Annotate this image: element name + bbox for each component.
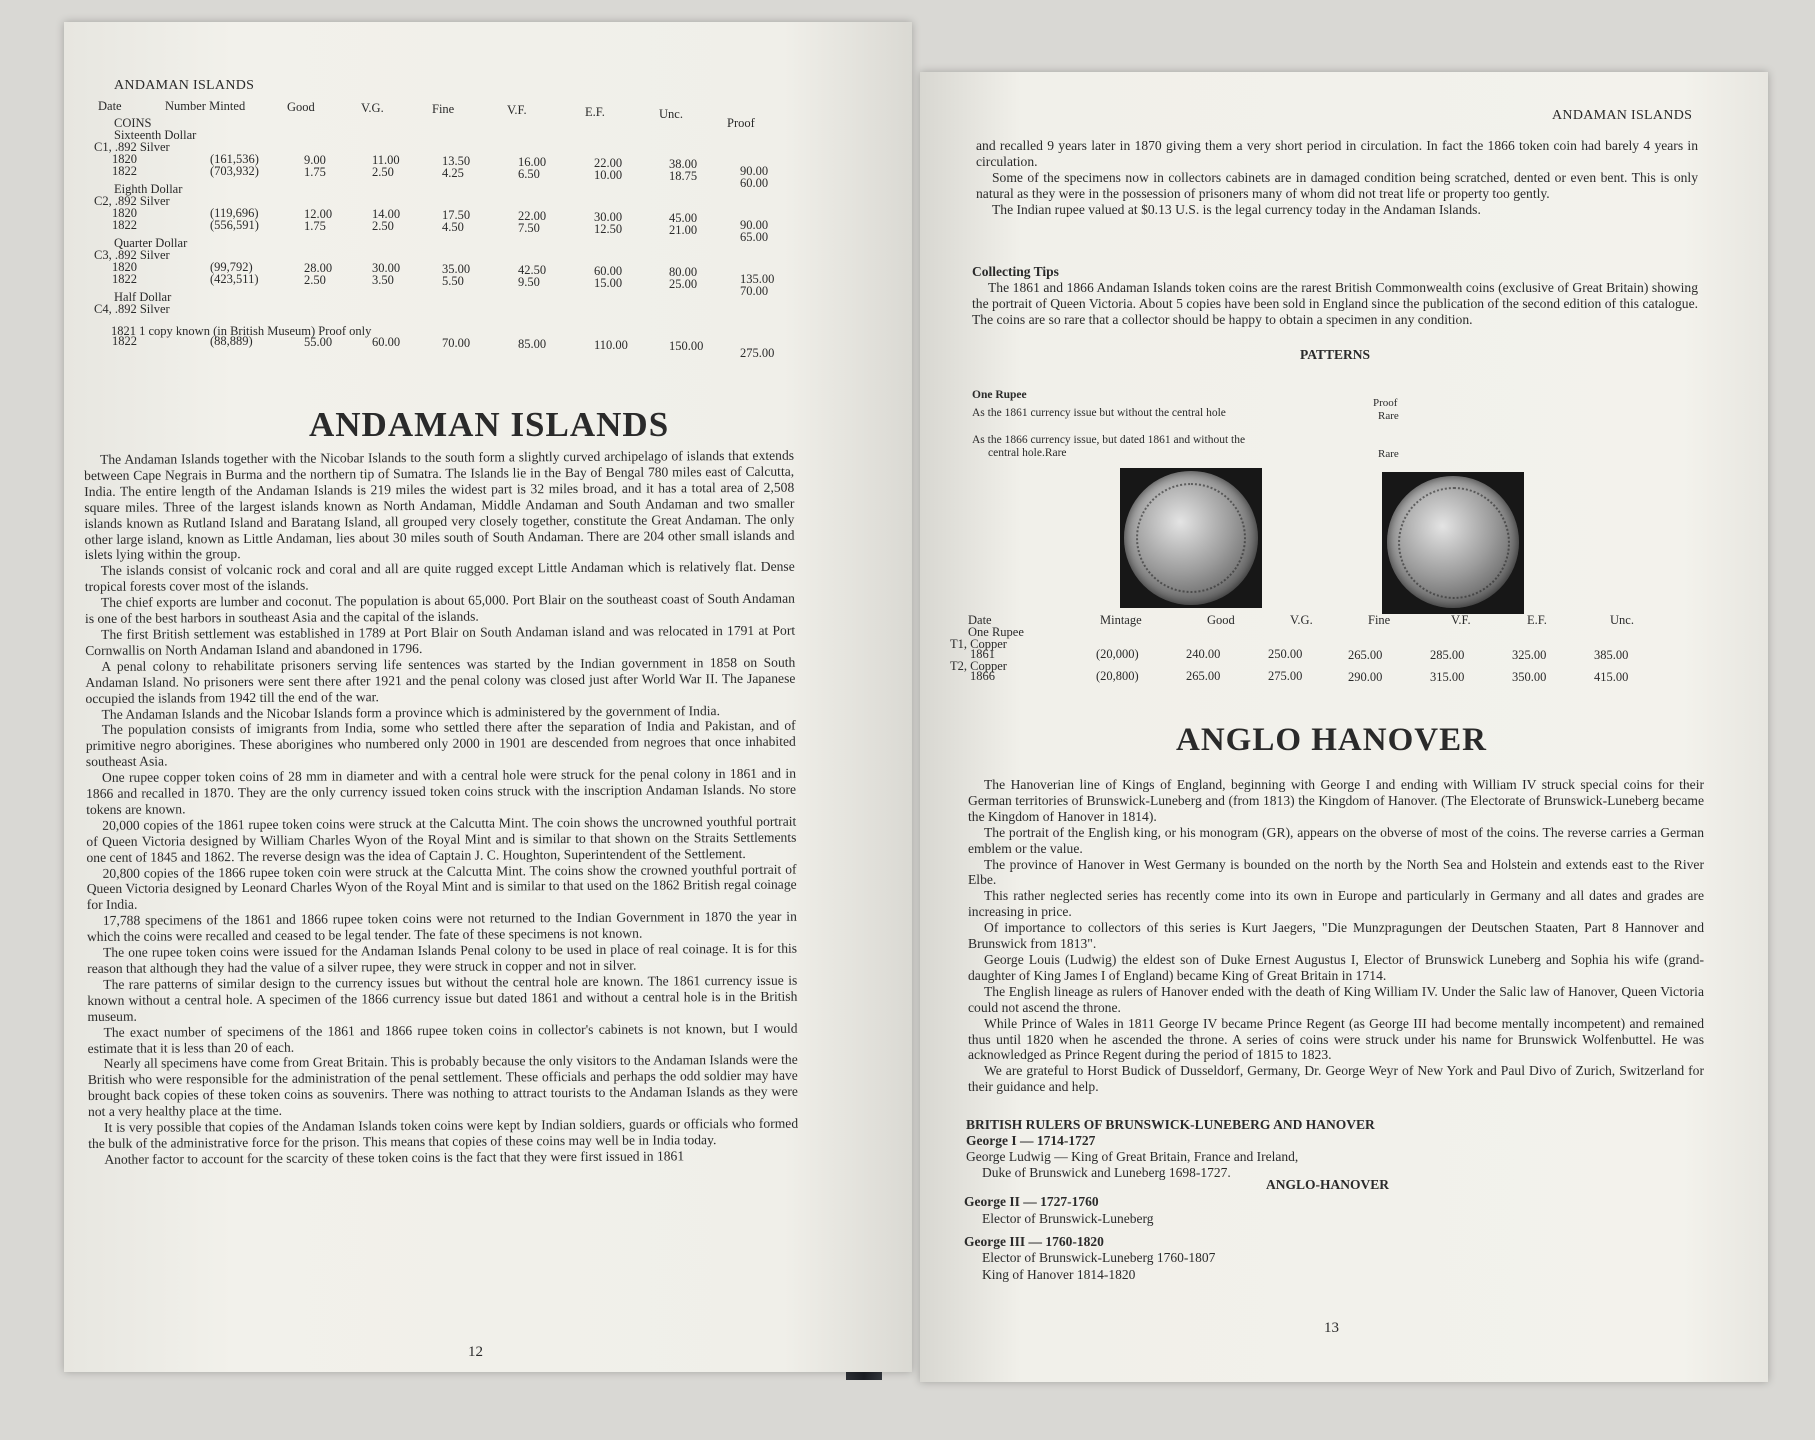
table-cell: 12.50 [594,222,623,236]
pattern-line-1: As the 1861 currency issue but without the central hole [972,407,1226,419]
running-head: ANDAMAN ISLANDS [1552,108,1693,123]
table-cell: 275.00 [740,346,775,360]
coin-catalog-code: T1, Copper [950,637,1007,651]
pattern-status-proof: Proof [1373,397,1398,409]
coin-price-table [64,22,912,422]
patterns-heading: PATTERNS [1300,347,1371,362]
table-cell: 1861 [970,647,995,661]
table-cell: 15.00 [594,276,623,290]
table-cell: (88,889) [210,334,253,348]
coin-denomination: Half Dollar [114,290,172,304]
article-body [84,448,798,1168]
anglo-hanover-body [968,777,1704,1095]
table-cell: 2.50 [372,219,394,233]
body-paragraph: The islands consist of volcanic rock and coral and all are quite rugged except Little Andaman which is relatively flat. Dense tropical forests cover most of the islands. [84,559,795,595]
body-paragraph: This rather neglected series has recently come into its own in Europe and particularly in Germany and all dates and grades are increasing in price. [968,888,1704,920]
body-paragraph: The Hanoverian line of Kings of England, beginning with George I and ending with William IV struck special coins for their German territories of Brunswick-Luneberg and (from 1813) the Kingdom of Hanover. (The Electorate of Brunswick-Luneberg became the Kingdom of Hanover in 1814). [968,777,1704,824]
section-title: ANDAMAN ISLANDS [309,405,670,444]
table-cell: 1.75 [304,219,326,233]
table-header: Unc. [1610,613,1634,627]
table-cell: 285.00 [1430,648,1465,662]
body-paragraph: and recalled 9 years later in 1870 giving them a very short period in circulation. In fact the 1866 token coin had barely 4 years in circulation. [976,138,1698,169]
coin-catalog-code: C3, .892 Silver [94,248,170,262]
table-cell: 60.00 [594,264,623,278]
body-paragraph: The portrait of the English king, or his monogram (GR), appears on the obverse of most of the coins. The reverse carries a German emblem or the value. [968,824,1704,856]
table-cell: 16.00 [518,155,547,169]
table-cell: 22.00 [594,156,623,170]
table-cell: 60.00 [372,335,401,349]
body-paragraph: The chief exports are lumber and coconut. The population is about 65,000. Port Blair on the southeast coast of South Andaman is one of the best harbors in southeast Asia and the capital of the islands. [84,590,795,627]
table-header: V.G. [1290,613,1313,627]
table-cell: 90.00 [740,164,769,178]
body-paragraph: The Andaman Islands together with the Nicobar Islands to the south form a slightly curved archipelago of islands that extends between Cape Negrais in Burma and the northern tip of Sumatra. The Islands lie in the Bay of Bengal 780 miles east of Calcutta, India. The entire length of the Andaman Islands is 219 miles the widest part is 32 miles broad, and it has a total area of 2,508 square miles. Three of the largest islands known as North Andaman, Middle Andaman and South Andaman and two smaller islands known as Rutland Island and Baratang Island, all grouped very closely together, constitute the Great Andaman. The only other large island, known as Little Andaman, lies about 30 miles south of South Andaman. There are 204 other small islands and islets lying within the group. [84,447,795,563]
table-cell: 14.00 [372,207,401,221]
table-cell: 1822 [112,218,137,232]
table-cell: (20,800) [1096,669,1139,683]
table-cell: 110.00 [594,338,628,352]
body-paragraph: The English lineage as rulers of Hanover ended with the death of King William IV. Under the Salic law of Hanover, Queen Victoria could not ascend the throne. [968,983,1704,1015]
ruler-george-i-line2: Duke of Brunswick and Luneberg 1698-1727. [982,1165,1231,1180]
table-cell: 17.50 [442,208,471,222]
collecting-tips-heading: Collecting Tips [972,264,1059,279]
table-cell: (423,511) [210,272,259,286]
table-cell: 4.50 [442,220,464,234]
pattern-line-2: As the 1866 currency issue, but dated 1861 and without the [972,434,1246,446]
table-cell: 90.00 [740,218,769,232]
body-paragraph: The population consists of imigrants from India, some who settled there after the separation of India and Pakistan, and of primitive negro aborigines. These aborigines who numbered only 2000 in 1901 are descended from negroes that once inhabited southeast Asia. [85,718,796,770]
ruler-george-i: George I — 1714-1727 [966,1133,1096,1148]
table-cell: 3.50 [372,273,394,287]
table-cell: 265.00 [1348,648,1383,662]
table-cell: 1866 [970,669,995,683]
body-paragraph: We are grateful to Horst Budick of Dusseldorf, Germany, Dr. George Weyr of New York and Paul Divo of Zurich, Switzerland for their guidance and help. [968,1063,1704,1095]
table-cell: 1.75 [304,165,326,179]
table-cell: 13.50 [442,154,471,168]
table-cell: 25.00 [669,277,698,291]
table-cell: 415.00 [1594,670,1629,684]
table-cell: (556,591) [210,218,259,232]
coin-denomination: Sixteenth Dollar [114,128,197,142]
table-cell: 65.00 [740,230,769,244]
body-paragraph: Of importance to collectors of this series is Kurt Jaegers, "Die Munzpragungen der Deutschen Staaten, Part 8 Hannover and Brunswick from 1813". [968,920,1704,952]
rupee-price-table [920,72,1768,712]
body-paragraph: Another factor to account for the scarcity of these token coins is the fact that they were first issued in 1861 [104,1148,685,1167]
anglo-hanover-label: ANGLO-HANOVER [1266,1177,1390,1192]
table-cell: 240.00 [1186,647,1221,661]
pattern-status-rare-2: Rare [1378,448,1399,460]
rulers-heading: BRITISH RULERS OF BRUNSWICK-LUNEBERG AND HANOVER [966,1117,1375,1132]
table-cell: 250.00 [1268,647,1303,661]
table-cell: 30.00 [594,210,623,224]
table-cell: 11.00 [372,153,400,167]
table-cell: 275.00 [1268,669,1303,683]
table-cell: 9.50 [518,275,540,289]
table-cell: 1820 [112,206,137,220]
coin-denomination: Eighth Dollar [114,182,183,196]
table-header: E.F. [1527,613,1547,627]
body-paragraph: The exact number of specimens of the 1861 and 1866 rupee token coins in collector's cabinets is not known, but I would estimate that it is less than 20 of each. [87,1020,798,1056]
table-cell: 60.00 [740,176,769,190]
ruler-george-iii: George III — 1760-1820 [964,1234,1104,1249]
table-cell: 1820 [112,152,137,166]
body-paragraph: George Louis (Ludwig) the eldest son of Duke Ernest Augustus I, Elector of Brunswick Luneberg and Sophia his wife (grand-daughter of King James I of England) became King of Great Britain in 1714. [968,951,1704,983]
table-cell: 12.00 [304,207,333,221]
table-cell: 350.00 [1512,670,1547,684]
table-cell: (119,696) [210,206,259,220]
table-header: Unc. [659,107,683,121]
body-paragraph: One rupee copper token coins of 28 mm in diameter and with a central hole were struck for the penal colony in 1861 and in 1866 and recalled in 1870. They are the only currency issued token coins struck with the inscription Andaman Islands. No store tokens are known. [86,765,797,817]
coin-denomination: Quarter Dollar [114,236,188,250]
table-cell: 30.00 [372,261,401,275]
coin-catalog-code: T2, Copper [950,659,1007,673]
table-header: Fine [1368,613,1391,627]
table-cell: 22.00 [518,209,547,223]
table-header: Good [1207,613,1235,627]
table-cell: 4.25 [442,166,464,180]
coin-note: 1821 1 copy known (in British Museum) Proof only [111,324,372,338]
body-paragraph: Some of the specimens now in collectors cabinets are in damaged condition being scratched, dented or even bent. This is only natural as they were in the possession of prisoners many of whom did not treat life or property too gently. [976,169,1698,201]
table-header: V.F. [507,103,527,117]
body-paragraph: The first British settlement was established in 1789 at Port Blair on South Andaman island and was relocated in 1791 at Port Cornwallis on North Andaman Island and abandoned in 1796. [85,622,796,658]
table-cell: 38.00 [669,157,698,171]
coins-label: COINS [114,116,152,130]
ruler-george-iii-line1: Elector of Brunswick-Luneberg 1760-1807 [982,1250,1216,1265]
body-paragraph: The Indian rupee valued at $0.13 U.S. is the legal currency today in the Andaman Islands. [992,201,1481,217]
collecting-tips-paragraph: The 1861 and 1866 Andaman Islands token coins are the rarest British Commonwealth coins (exclusive of Great Britain) showing the portrait of Queen Victoria. About 5 copies have been sold in England since the publication of the second edition of this catalogue. The coins are so rare that a collector should be happy to obtain a specimen in any condition. [972,280,1698,327]
table-header: V.F. [1451,613,1471,627]
table-cell: 265.00 [1186,669,1221,683]
ruler-george-iii-line2: King of Hanover 1814-1820 [982,1267,1136,1282]
table-cell: 2.50 [304,273,326,287]
coin-catalog-code: C1, .892 Silver [94,140,170,154]
table-cell: 1822 [112,334,137,348]
table-cell: 70.00 [740,284,769,298]
running-head: ANDAMAN ISLANDS [114,78,255,93]
table-cell: 2.50 [372,165,394,179]
table-cell: (99,792) [210,260,253,274]
table-header: V.G. [361,101,384,115]
ruler-george-i-line1: George Ludwig — King of Great Britain, France and Ireland, [966,1149,1299,1164]
ruler-george-ii: George II — 1727-1760 [964,1194,1099,1209]
table-header: E.F. [585,105,605,119]
page-number: 13 [1324,1320,1339,1336]
table-header: Mintage [1100,613,1142,627]
body-paragraph: 17,788 specimens of the 1861 and 1866 rupee token coins were not returned to the Indian Government in 1870 the year in which the coins were recalled and ceased to be legal tender. The fate of these specimens is not known. [86,908,797,945]
right-page [920,72,1768,1382]
body-paragraph: 20,000 copies of the 1861 rupee token coins were struck at the Calcutta Mint. The coin shows the uncrowned youthful portrait of Queen Victoria designed by William Charles Wyon of the Royal Mint and is similar to that shown on the Straits Settlements one cent of 1845 and 1862. The reverse design was the idea of Captain J. C. Houghton, Superintendent of the Settlement. [86,813,797,865]
table-cell: 85.00 [518,337,547,351]
section-title: ANGLO HANOVER [1176,722,1487,758]
table-label: One Rupee [968,625,1024,639]
table-cell: 80.00 [669,265,698,279]
table-cell: 5.50 [442,274,464,288]
table-cell: 6.50 [518,167,540,181]
table-cell: 35.00 [442,262,471,276]
table-cell: 1822 [112,164,137,178]
page-number: 12 [468,1344,483,1360]
table-cell: 7.50 [518,221,540,235]
table-cell: 385.00 [1594,648,1629,662]
table-cell: 290.00 [1348,670,1383,684]
body-paragraph: The one rupee token coins were issued for the Andaman Islands Penal colony to be used in place of real coinage. It is for this reason that although they had the value of a silver rupee, they were struck in copper and not in silver. [87,940,798,976]
body-paragraph: 20,800 copies of the 1866 rupee token coin were struck at the Calcutta Mint. The coins show the crowned youthful portrait of Queen Victoria designed by Leonard Charles Wyon of the Royal Mint and is similar to that used on the 1862 British regal coinage for India. [86,861,797,913]
table-cell: 45.00 [669,211,698,225]
table-header: Date [968,613,992,627]
table-cell: 70.00 [442,336,471,350]
table-header: Good [287,100,315,114]
table-header: Number Minted [165,99,246,113]
table-cell: 135.00 [740,272,775,286]
table-cell: 10.00 [594,168,623,182]
left-page [64,22,912,1372]
table-cell: 9.00 [304,153,326,167]
table-cell: 150.00 [669,339,704,353]
table-cell: (703,932) [210,164,259,178]
table-cell: (20,000) [1096,647,1139,661]
body-paragraph: The province of Hanover in West Germany is bounded on the north by the North Sea and Holstein and extends east to the River Elbe. [968,856,1704,888]
table-cell: 21.00 [669,223,698,237]
table-cell: 1820 [112,260,137,274]
table-cell: 42.50 [518,263,547,277]
table-header: Fine [432,102,455,116]
table-cell: 28.00 [304,261,333,275]
table-cell: (161,536) [210,152,259,166]
ruler-george-ii-line1: Elector of Brunswick-Luneberg [982,1211,1154,1226]
table-cell: 1822 [112,272,137,286]
coin-catalog-code: C4, .892 Silver [94,302,170,316]
body-paragraph: It is very possible that copies of the Andaman Islands token coins were kept by Indian soldiers, guards or officials who formed the bulk of the administrative force for the prison. This means that copies of these coins may well be in India today. [88,1115,799,1151]
body-paragraph: While Prince of Wales in 1811 George IV became Prince Regent (as George III had become mentally incompetent) and remained thus until 1820 when he ascended the throne. A series of coins were struck under his name for Brunswick Wolfenbuttel. He was acknowledged as Prince Regent during the period of 1815 to 1823. [968,1015,1704,1063]
body-paragraph: A penal colony to rehabilitate prisoners serving life sentences was started by the Indian government in 1858 on South Andaman Island. No prisoners were sent there after 1921 and the penal colony was closed just after World War II. The Japanese occupied the islands from 1942 till the end of the war. [85,654,796,706]
table-cell: 18.75 [669,169,698,183]
body-paragraph: Nearly all specimens have come from Great Britain. This is probably because the only visitors to the Andaman Islands were the British who were responsible for the administration of the penal settlement. These officials and perhaps the odd soldier may have brought back copies of these token coins as souvenirs. There was nothing to attract tourists to the Andaman Islands as they were not a very healthy place at the time. [87,1052,798,1120]
table-cell: 55.00 [304,335,333,349]
patterns-label: One Rupee [972,389,1027,401]
pattern-status-rare: Rare [1378,410,1399,422]
body-paragraph: The Andaman Islands and the Nicobar Islands form a province which is administered by the government of India. [101,702,720,722]
table-header: Date [98,99,122,113]
coin-catalog-code: C2, .892 Silver [94,194,170,208]
body-paragraph: The rare patterns of similar design to the currency issues but without the central hole are known. The 1861 currency issue is known without a central hole. A specimen of the 1866 currency issue but dated 1861 and without a central hole is in the British museum. [87,972,798,1024]
table-header: Proof [727,116,755,130]
pattern-line-2b: central hole.Rare [988,447,1067,459]
table-cell: 315.00 [1430,670,1465,684]
table-cell: 325.00 [1512,648,1547,662]
